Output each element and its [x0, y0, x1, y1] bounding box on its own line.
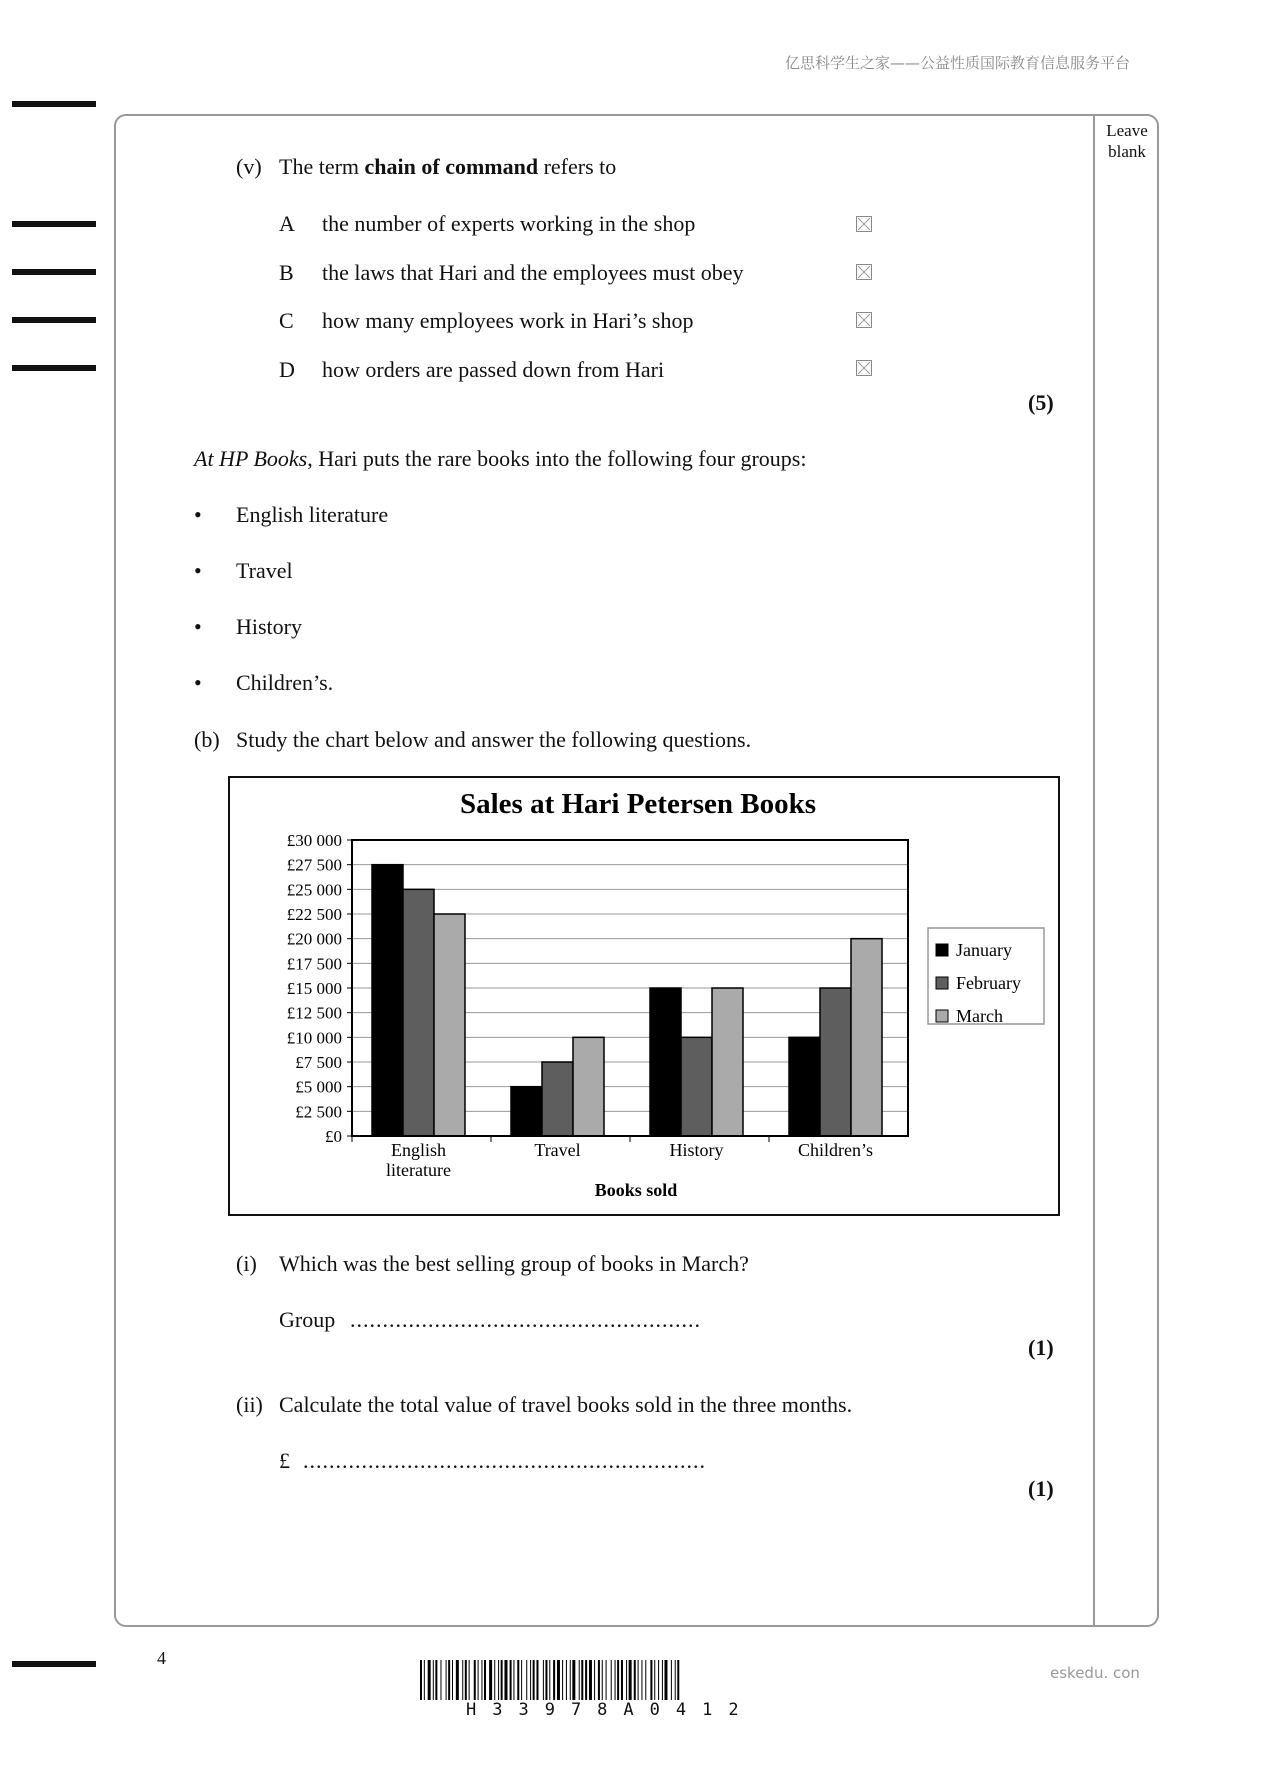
barcode-bar [662, 1660, 663, 1700]
leave-blank-label: Leave blank [1106, 121, 1148, 161]
barcode-bar [536, 1660, 538, 1700]
y-tick-label: £22 500 [286, 905, 342, 924]
barcode-bar [557, 1660, 560, 1700]
bar-march [851, 939, 882, 1136]
chart-title: Sales at Hari Petersen Books [459, 788, 817, 820]
barcode-bar [504, 1660, 507, 1700]
bar-february [681, 1037, 712, 1136]
group-item: History [236, 614, 302, 639]
margin-tick [12, 365, 96, 371]
bar-february [403, 889, 434, 1136]
barcode-bar [465, 1660, 467, 1700]
barcode-bar [481, 1660, 482, 1700]
barcode-bar [629, 1660, 632, 1700]
barcode-bar [452, 1660, 453, 1700]
option-a-checkbox[interactable] [856, 216, 872, 232]
part-b-text: Study the chart below and answer the following questions. [236, 727, 752, 752]
y-tick-label: £12 500 [286, 1003, 342, 1023]
barcode-bar [420, 1660, 422, 1700]
y-tick-label: £30 000 [286, 831, 342, 850]
legend-label: January [956, 940, 1012, 960]
barcode-bar [428, 1660, 431, 1700]
y-tick-label: £7 500 [295, 1053, 342, 1072]
barcode-bar [469, 1660, 470, 1700]
passage-intro [194, 446, 806, 472]
y-tick-label: £17 500 [286, 954, 342, 974]
question-v-marks: (5) [1028, 390, 1054, 415]
barcode-bar [530, 1660, 531, 1700]
barcode-bar [474, 1660, 476, 1700]
y-tick-label: £0 [325, 1127, 342, 1146]
y-tick-label: £25 000 [286, 880, 342, 900]
bar-february [820, 988, 851, 1136]
barcode-bar [615, 1660, 616, 1700]
option-d-letter: D [279, 357, 295, 382]
question-ii-marks: (1) [1028, 1476, 1054, 1501]
barcode-bar [606, 1660, 607, 1700]
barcode-bar [433, 1660, 434, 1700]
barcode-bar [671, 1660, 672, 1700]
barcode-bar [572, 1660, 575, 1700]
question-ii-text: Calculate the total value of travel books sold in the three months. [279, 1392, 853, 1417]
bar-january [789, 1037, 820, 1136]
x-tick-label: literature [386, 1160, 451, 1180]
sales-bar-chart [230, 778, 1058, 1214]
barcode-bar [589, 1660, 592, 1700]
margin-tick [12, 269, 96, 275]
legend-swatch [936, 977, 948, 989]
barcode-bar [677, 1660, 679, 1700]
intro-post: refers to [538, 154, 617, 179]
x-tick-label: Children’s [798, 1140, 873, 1160]
margin-tick [12, 317, 96, 323]
legend-swatch [936, 944, 948, 956]
barcode-bar [533, 1660, 535, 1700]
barcode-bar [611, 1660, 612, 1700]
barcode-bar [634, 1660, 636, 1700]
barcode-bar [598, 1660, 600, 1700]
x-axis-label: Books sold [594, 1180, 678, 1200]
y-tick-label: £10 000 [286, 1028, 342, 1048]
barcode-bar [650, 1660, 652, 1700]
header-site-text: 亿思科学生之家——公益性质国际教育信息服务平台 [784, 54, 1130, 72]
group-item: Children’s. [236, 670, 334, 695]
footer-site: eskedu. con [1050, 1664, 1140, 1682]
barcode-bar [513, 1660, 514, 1700]
barcode-bar [617, 1660, 619, 1700]
chart-container [228, 776, 1060, 1216]
barcode-bar [517, 1660, 519, 1700]
barcode-bar [553, 1660, 555, 1700]
bar-march [573, 1037, 604, 1136]
barcode-bar [424, 1660, 425, 1700]
bar-march [434, 914, 465, 1136]
option-c-letter: C [279, 308, 294, 333]
x-tick-label: History [669, 1140, 724, 1160]
y-tick-label: £27 500 [286, 855, 342, 875]
question-i-text: Which was the best selling group of books in March? [279, 1251, 749, 1276]
y-tick-label: £20 000 [286, 929, 342, 949]
legend-label: March [956, 1006, 1003, 1026]
barcode-bar [462, 1660, 463, 1700]
barcode-bar [641, 1660, 642, 1700]
bullet-icon: • [194, 614, 202, 639]
question-i-answer-label: Group [279, 1307, 336, 1332]
group-item: English literature [236, 502, 389, 527]
intro-pre: The term [279, 154, 365, 179]
x-tick-label: Travel [534, 1140, 581, 1160]
barcode-bar [435, 1660, 437, 1700]
y-tick-label: £15 000 [286, 979, 342, 998]
y-tick-label: £2 500 [295, 1102, 342, 1122]
question-ii-answer-line[interactable]: .............................................................. [303, 1448, 706, 1473]
barcode-bar [626, 1660, 627, 1700]
barcode-bar [440, 1660, 441, 1700]
barcode-bar [545, 1660, 547, 1700]
barcode-bar [654, 1660, 655, 1700]
barcode-bar [484, 1660, 486, 1700]
barcode-bar [456, 1660, 459, 1700]
barcode-bar [526, 1660, 527, 1700]
barcode-bar [566, 1660, 567, 1700]
bar-march [712, 988, 743, 1136]
barcode-bar [549, 1660, 550, 1700]
barcode-bar [494, 1660, 495, 1700]
barcode-bar [498, 1660, 499, 1700]
x-tick-label: English [390, 1140, 447, 1160]
barcode-bar [594, 1660, 595, 1700]
legend-swatch [936, 1010, 948, 1022]
bullet-icon: • [194, 502, 202, 527]
question-ii-answer-label: £ [279, 1448, 290, 1473]
passage-intro-rest: , Hari puts the rare books into the following four groups: [307, 446, 807, 471]
margin-tick [12, 1661, 96, 1667]
part-b-number: (b) [194, 727, 220, 752]
question-v-number: (v) [236, 154, 262, 179]
intro-bold-term: chain of command [364, 154, 539, 179]
barcode-bar [664, 1660, 667, 1700]
question-v-intro [279, 154, 616, 180]
question-ii-number: (ii) [236, 1392, 263, 1417]
barcode-bar [602, 1660, 603, 1700]
barcode-bar [675, 1660, 676, 1700]
legend-label: February [956, 973, 1021, 993]
bar-february [542, 1062, 573, 1136]
group-item: Travel [236, 558, 293, 583]
option-d-text: how orders are passed down from Hari [322, 357, 665, 382]
page-number: 4 [157, 1648, 166, 1668]
barcode-bar [446, 1660, 447, 1700]
barcode-number: H33978A0412 [466, 1700, 755, 1720]
barcode-icon [420, 1660, 856, 1700]
barcode-bar [489, 1660, 492, 1700]
barcode-bar [543, 1660, 544, 1700]
barcode-bar [638, 1660, 639, 1700]
barcode-bar [570, 1660, 571, 1700]
option-b-checkbox[interactable] [856, 264, 872, 280]
question-i-number: (i) [236, 1251, 257, 1276]
leave-blank-divider [1093, 114, 1095, 1627]
option-b-text: the laws that Hari and the employees must obey [322, 260, 744, 285]
barcode-bar [579, 1660, 580, 1700]
option-a-text: the number of experts working in the shop [322, 211, 696, 236]
question-i-answer-line[interactable]: ...................................................... [350, 1307, 701, 1332]
option-c-text: how many employees work in Hari’s shop [322, 308, 694, 333]
barcode-bar [658, 1660, 659, 1700]
bullet-icon: • [194, 670, 202, 695]
barcode-bar [645, 1660, 646, 1700]
barcode-bar [585, 1660, 587, 1700]
margin-tick [12, 221, 96, 227]
passage-shop-name: At HP Books [194, 446, 308, 471]
bar-january [372, 865, 403, 1136]
option-a-letter: A [279, 211, 295, 236]
option-b-letter: B [279, 260, 294, 285]
option-c-checkbox[interactable] [856, 312, 872, 328]
bar-january [650, 988, 681, 1136]
barcode-bar [621, 1660, 623, 1700]
option-d-checkbox[interactable] [856, 360, 872, 376]
barcode-bar [448, 1660, 450, 1700]
bar-january [511, 1087, 542, 1136]
bullet-icon: • [194, 558, 202, 583]
barcode-bar [581, 1660, 583, 1700]
barcode-bar [521, 1660, 522, 1700]
barcode-bar [510, 1660, 512, 1700]
question-i-marks: (1) [1028, 1335, 1054, 1360]
margin-tick [12, 101, 96, 107]
barcode-bar [478, 1660, 479, 1700]
barcode-bar [562, 1660, 563, 1700]
y-tick-label: £5 000 [295, 1077, 342, 1097]
barcode-bar [501, 1660, 503, 1700]
